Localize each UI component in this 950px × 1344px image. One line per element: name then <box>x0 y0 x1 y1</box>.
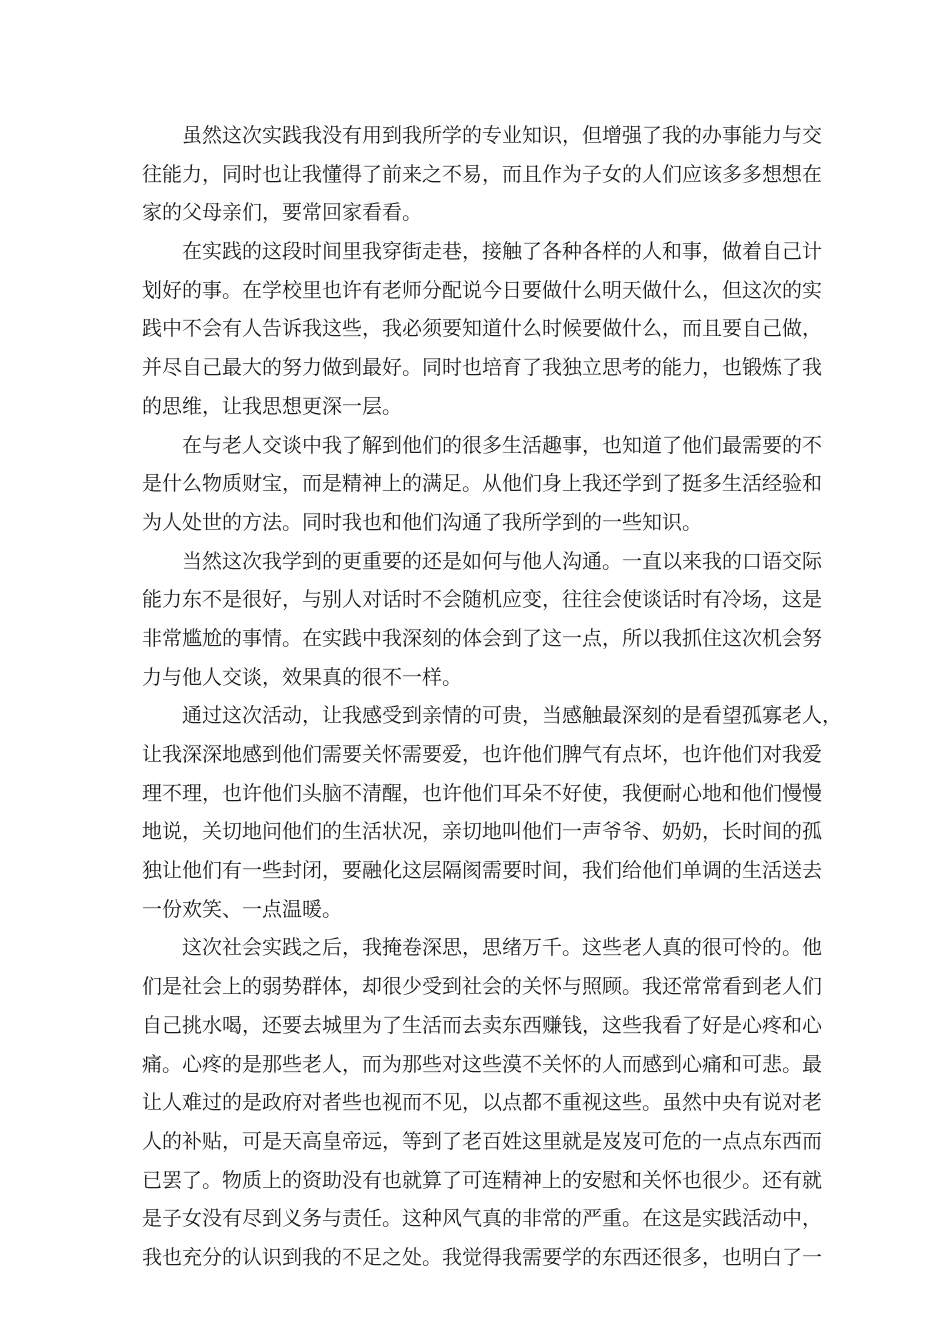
paragraph-line: 的思维，让我思想更深一层。 <box>142 393 402 418</box>
paragraph-line: 家的父母亲们，要常回家看看。 <box>142 200 422 225</box>
paragraph <box>142 542 822 697</box>
paragraph-line: 让人难过的是政府对者些也视而不见，以点都不重视这些。虽然中央有说对老 <box>142 1090 822 1115</box>
paragraph-line: 理不理，也许他们头脑不清醒，也许他们耳朵不好使，我便耐心地和他们慢慢 <box>142 780 822 805</box>
paragraph-line: 地说，关切地问他们的生活状况，亲切地叫他们一声爷爷、奶奶，长时间的孤 <box>142 819 822 844</box>
paragraph-line: 是什么物质财宝，而是精神上的满足。从他们身上我还学到了挺多生活经验和 <box>142 471 822 496</box>
paragraph-line: 并尽自己最大的努力做到最好。同时也培育了我独立思考的能力，也锻炼了我 <box>142 355 822 380</box>
document-body <box>142 116 842 1277</box>
paragraph-line: 践中不会有人告诉我这些，我必须要知道什么时候要做什么，而且要自己做， <box>142 316 822 341</box>
paragraph <box>142 928 822 1276</box>
paragraph-line: 痛。心疼的是那些老人，而为那些对这些漠不关怀的人而感到心痛和可悲。最 <box>142 1051 822 1076</box>
paragraph-line: 人的补贴，可是天高皇帝远，等到了老百姓这里就是岌岌可危的一点点东西而 <box>142 1128 822 1153</box>
paragraph-line: 已罢了。物质上的资助没有也就算了可连精神上的安慰和关怀也很少。还有就 <box>142 1167 822 1192</box>
paragraph-line: 为人处世的方法。同时我也和他们沟通了我所学到的一些知识。 <box>142 509 702 534</box>
paragraph-line: 们是社会上的弱势群体，却很少受到社会的关怀与照顾。我还常常看到老人们 <box>142 974 822 999</box>
paragraph-line: 这次社会实践之后，我掩卷深思，思绪万千。这些老人真的很可怜的。他 <box>182 935 822 960</box>
paragraph-line: 在与老人交谈中我了解到他们的很多生活趣事，也知道了他们最需要的不 <box>182 432 822 457</box>
paragraph-line: 往能力，同时也让我懂得了前来之不易，而且作为子女的人们应该多多想想在 <box>142 161 822 186</box>
paragraph-line: 在实践的这段时间里我穿街走巷，接触了各种各样的人和事，做着自己计 <box>182 239 822 264</box>
paragraph-line: 虽然这次实践我没有用到我所学的专业知识，但增强了我的办事能力与交 <box>182 123 822 147</box>
paragraph-line: 非常尴尬的事情。在实践中我深刻的体会到了这一点，所以我抓住这次机会努 <box>142 625 822 650</box>
paragraph-line: 力与他人交谈，效果真的很不一样。 <box>142 664 462 689</box>
paragraph-line: 能力东不是很好，与别人对话时不会随机应变，往往会使谈话时有冷场，这是 <box>142 587 822 612</box>
paragraph-line: 让我深深地感到他们需要关怀需要爱，也许他们脾气有点坏，也许他们对我爱 <box>142 742 822 766</box>
paragraph-line: 当然这次我学到的更重要的还是如何与他人沟通。一直以来我的口语交际 <box>182 548 822 573</box>
paragraph <box>142 426 822 542</box>
paragraph-line: 一份欢笑、一点温暖。 <box>142 896 342 921</box>
paragraph-line: 通过这次活动，让我感受到亲情的可贵，当感触最深刻的是看望孤寡老人， <box>182 703 842 728</box>
paragraph-line: 独让他们有一些封闭，要融化这层隔阂需要时间，我们给他们单调的生活送去 <box>142 858 822 883</box>
paragraph <box>142 116 822 232</box>
paragraph-line: 自己挑水喝，还要去城里为了生活而去卖东西赚钱，这些我看了好是心疼和心 <box>142 1012 822 1037</box>
paragraph-line: 划好的事。在学校里也许有老师分配说今日要做什么明天做什么，但这次的实 <box>142 277 822 302</box>
paragraph-line: 是子女没有尽到义务与责任。这种风气真的非常的严重。在这是实践活动中， <box>142 1206 822 1231</box>
paragraph <box>142 232 822 425</box>
paragraph <box>142 696 842 928</box>
paragraph-line: 我也充分的认识到我的不足之处。我觉得我需要学的东西还很多，也明白了一 <box>142 1244 822 1269</box>
